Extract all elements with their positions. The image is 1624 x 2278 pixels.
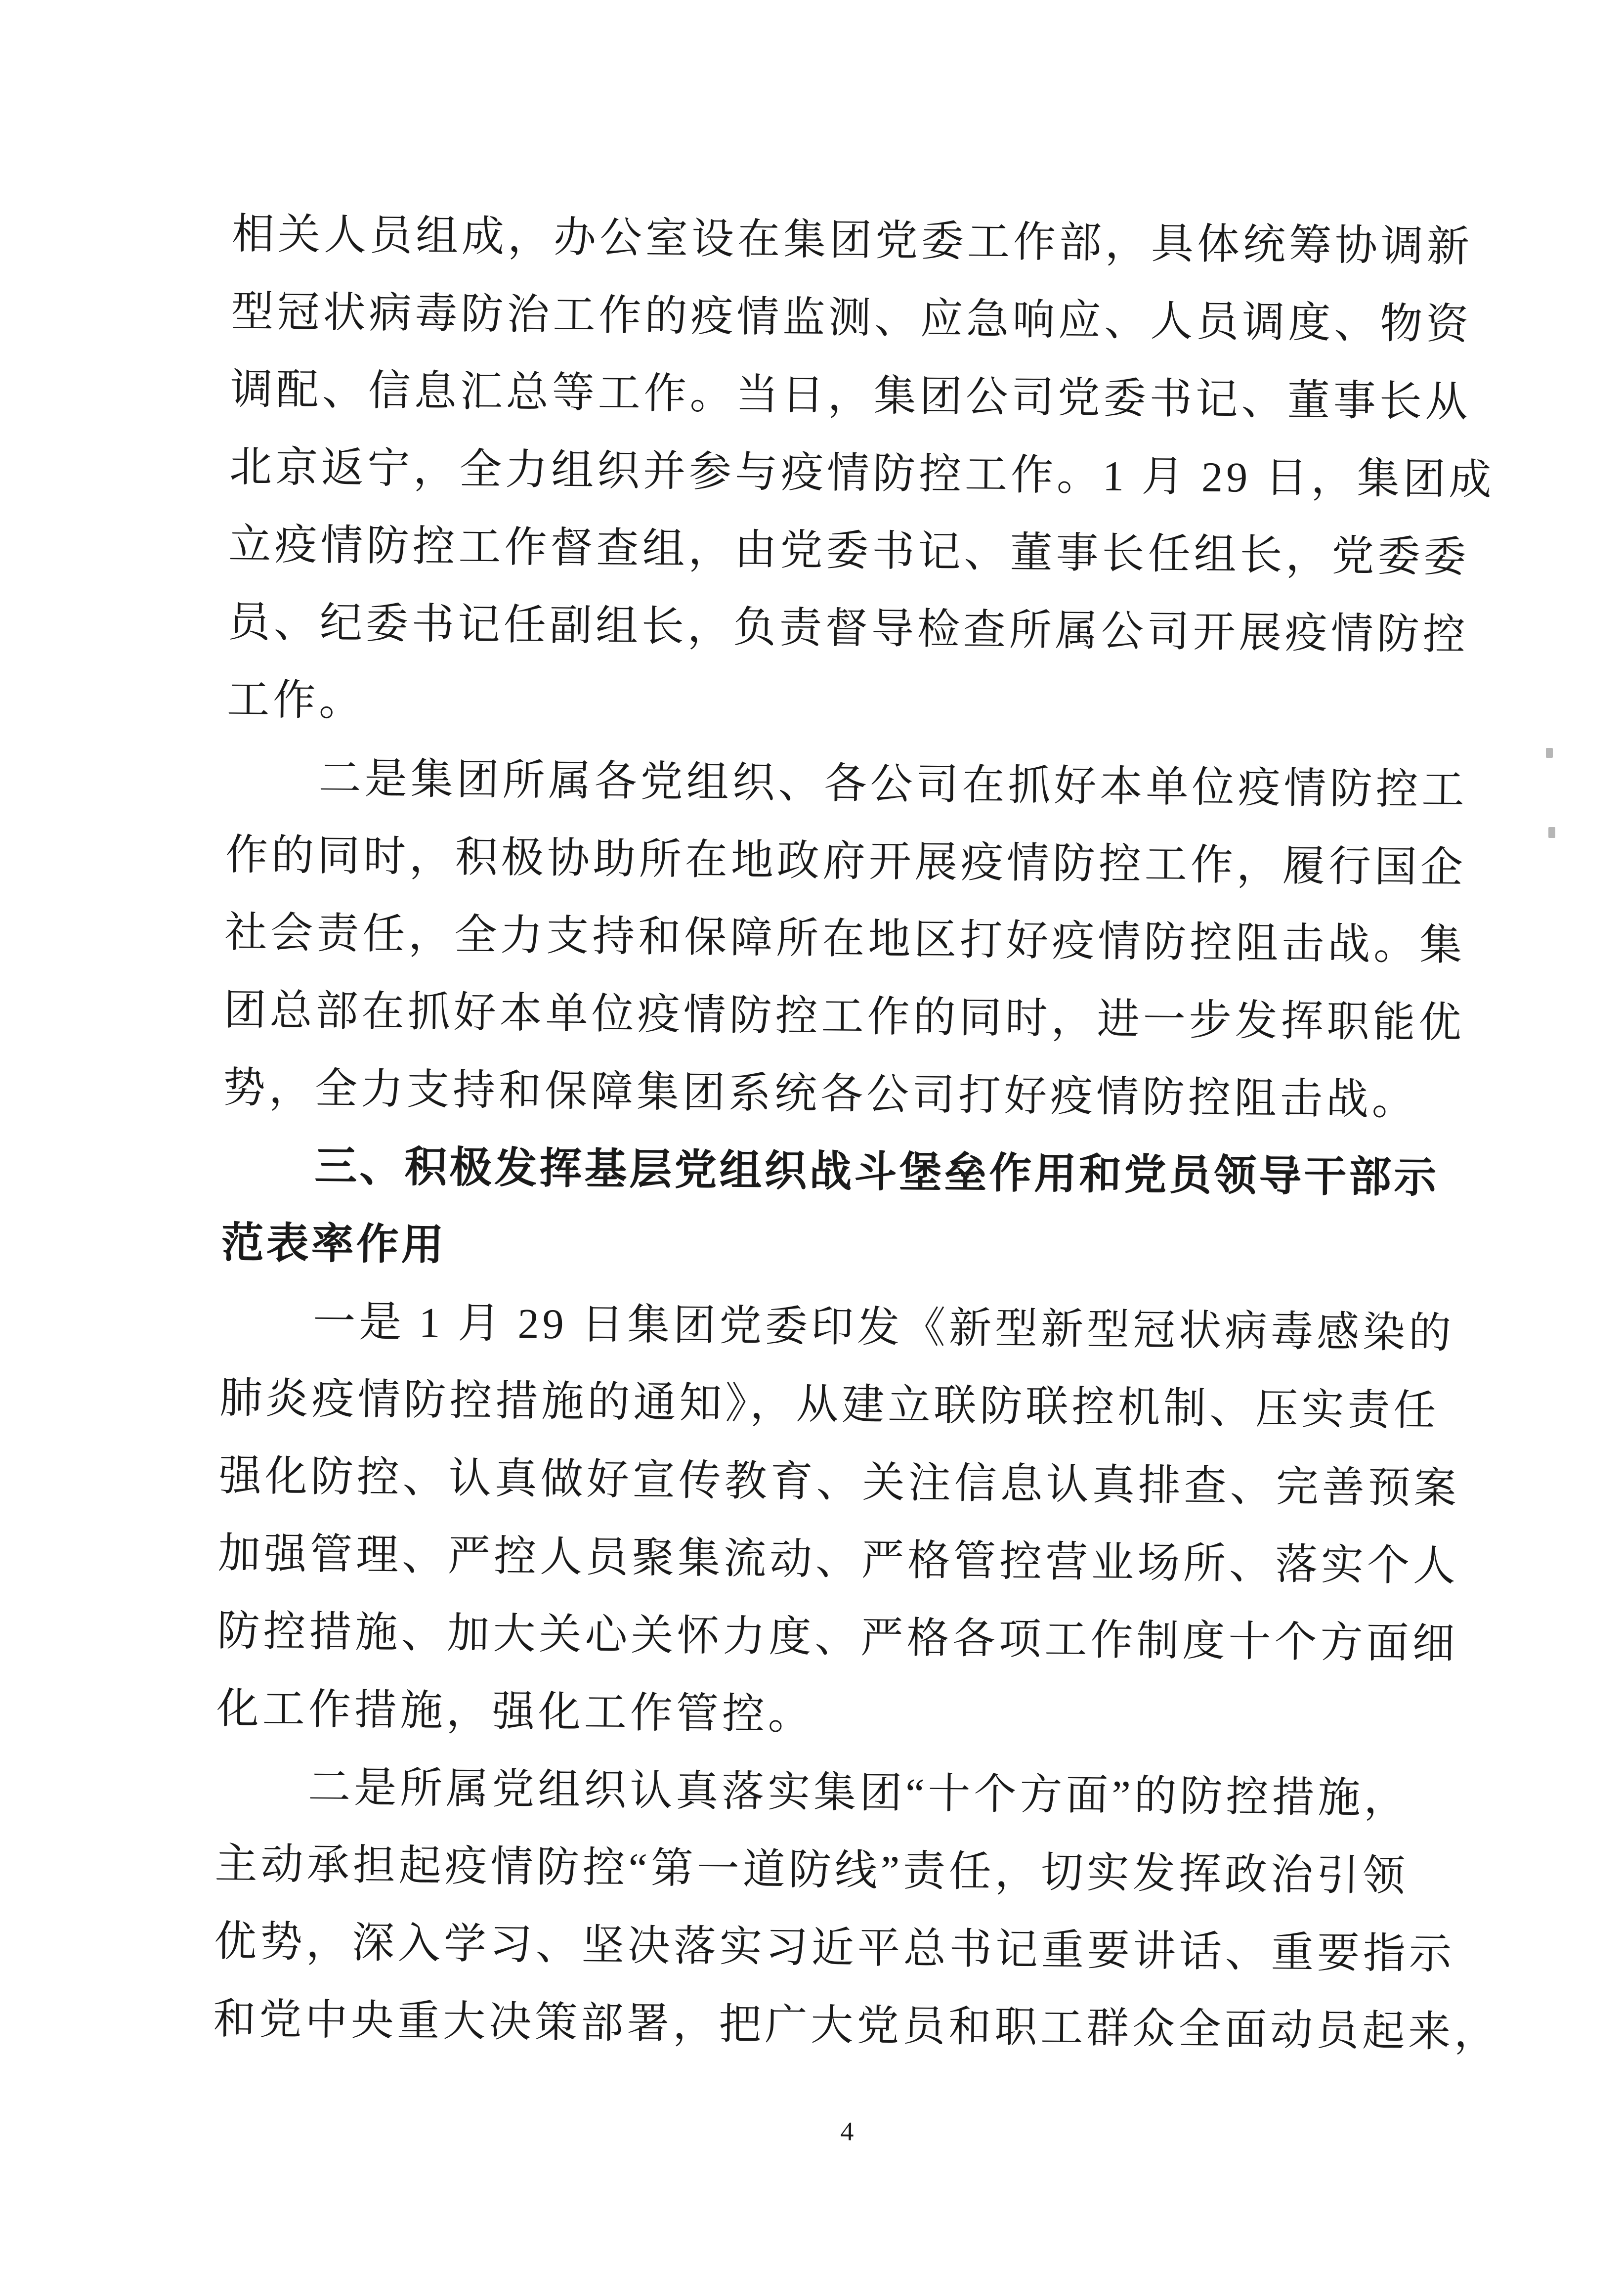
scan-speck-artifact	[1548, 827, 1555, 838]
text-line-13: 三、积极发挥基层党组织战斗堡垒作用和党员领导干部示	[314, 1142, 1439, 1202]
text-line-20: 化工作措施，强化工作管控。	[216, 1684, 814, 1739]
text-line-17: 强化防控、认真做好宣传教育、关注信息认真排查、完善预案	[218, 1451, 1460, 1513]
text-line-14: 范表率作用	[221, 1219, 447, 1269]
text-line-9: 作的同时，积极协助所在地政府开展疫情防控工作，履行国企	[225, 831, 1467, 892]
text-line-1: 相关人员组成，办公室设在集团党委工作部，具体统筹协调新	[231, 210, 1473, 271]
text-line-15: 一是 1 月 29 日集团党委印发《新型新型冠状病毒感染的	[312, 1297, 1455, 1358]
text-line-8: 二是集团所属各党组织、各公司在抓好本单位疫情防控工	[318, 754, 1468, 814]
text-line-16: 肺炎疫情防控措施的通知》，从建立联防联控机制、压实责任	[219, 1374, 1440, 1435]
text-line-7: 工作。	[226, 675, 365, 725]
text-line-5: 立疫情防控工作督查组，由党委书记、董事长任组长，党委委	[228, 520, 1470, 581]
text-line-18: 加强管理、严控人员聚集流动、严格管控营业场所、落实个人	[217, 1529, 1459, 1590]
text-line-11: 团总部在抓好本单位疫情防控工作的同时，进一步发挥职能优	[223, 986, 1465, 1047]
text-line-19: 防控措施、加大关心关怀力度、严格各项工作制度十个方面细	[217, 1607, 1458, 1668]
text-line-2: 型冠状病毒防治工作的疫情监测、应急响应、人员调度、物资	[231, 287, 1472, 349]
text-line-10: 社会责任，全力支持和保障所在地区打好疫情防控阻击战。集	[224, 908, 1466, 969]
scan-speck-artifact	[1546, 748, 1553, 758]
text-line-6: 员、纪委书记任副组长，负责督导检查所属公司开展疫情防控	[227, 598, 1469, 659]
text-line-23: 优势，深入学习、坚决落实习近平总书记重要讲话、重要指示	[214, 1917, 1455, 1978]
text-line-4: 北京返宁，全力组织并参与疫情防控工作。1 月 29 日，集团成	[229, 442, 1496, 504]
document-body	[212, 195, 1502, 2158]
text-line-24: 和党中央重大决策部署，把广大党员和职工群众全面动员起来，	[213, 1995, 1500, 2057]
text-line-12: 势，全力支持和保障集团系统各公司打好疫情防控阻击战。	[222, 1063, 1418, 1124]
text-line-22: 主动承担起疫情防控“第一道防线”责任，切实发挥政治引领	[214, 1840, 1409, 1900]
text-line-21: 二是所属党组织认真落实集团“十个方面”的防控措施，	[307, 1763, 1410, 1823]
page-number: 4	[840, 2116, 854, 2147]
text-line-3: 调配、信息汇总等工作。当日，集团公司党委书记、董事长从	[230, 365, 1472, 426]
